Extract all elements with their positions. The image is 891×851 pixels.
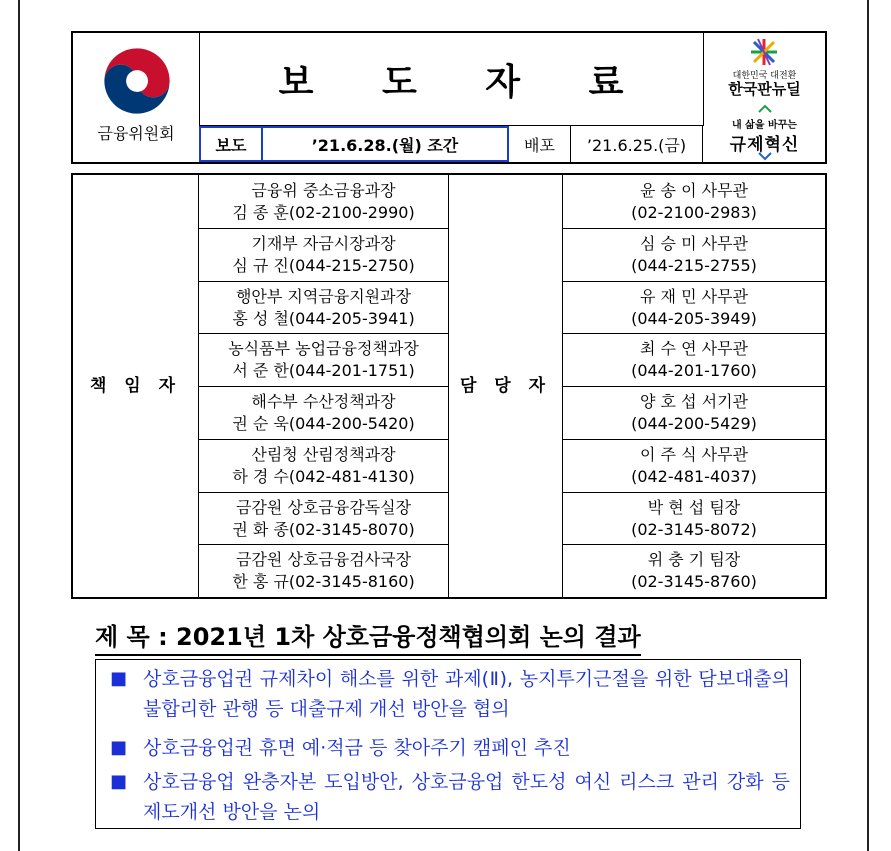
bullet-square-icon: ■ [110, 771, 128, 792]
title-cell [199, 33, 704, 126]
staff-name: 위 충 기 팀장 [647, 549, 741, 569]
summary-box [95, 659, 801, 829]
staff-name: 최 수 연 사무관 [640, 338, 748, 358]
chevron-up-icon [758, 104, 772, 113]
responsible-cell [199, 544, 448, 597]
responsible-title: 금감원 상호금융검사국장 [235, 549, 412, 569]
new-deal-logo-icon [747, 37, 781, 67]
staff-phone: (02-3145-8760) [631, 571, 757, 591]
staff-cell [563, 333, 825, 386]
responsible-title: 해수부 수산정책과장 [251, 391, 396, 411]
staff-phone: (044-201-1760) [631, 360, 757, 380]
subject-line: 제 목 : 2021년 1차 상호금융정책협의회 논의 결과 [95, 617, 641, 652]
staff-cell [563, 439, 825, 492]
responsible-cell [199, 439, 448, 492]
responsible-name: 홍 성 철(044-205-3941) [232, 308, 415, 328]
chevron-down-icon [758, 152, 772, 161]
staff-name: 유 재 민 사무관 [640, 286, 748, 306]
responsible-title: 금감원 상호금융감독실장 [235, 497, 412, 517]
summary-item: ■ 상호금융업권 휴면 예·적금 등 찾아주기 캠페인 추진 [110, 733, 790, 763]
staff-cell [563, 386, 825, 439]
staff-cell [563, 175, 825, 228]
staff-phone: (044-200-5429) [631, 413, 757, 433]
staff-cell [563, 228, 825, 281]
responsible-title: 농식품부 농업금융정책과장 [228, 338, 419, 358]
staff-cell [563, 492, 825, 545]
staff-phone: (02-3145-8072) [631, 519, 757, 539]
responsible-label: 책 임 자 [89, 376, 182, 396]
bullet-square-icon: ■ [110, 668, 128, 689]
subject-underline [95, 654, 641, 656]
taegeuk-emblem-icon [103, 47, 171, 115]
release-label: 보도 [199, 126, 261, 162]
distribution-value: ’21.6.25.(금) [571, 126, 703, 162]
new-deal-logo-text: 한국판뉴딜 [728, 80, 801, 98]
org-name: 금융위원회 [97, 124, 175, 143]
staff-phone: (044-205-3949) [631, 308, 757, 328]
release-value: ’21.6.28.(월) 조간 [261, 126, 509, 162]
new-deal-tagline: 대한민국 대전환 [732, 71, 797, 81]
regulatory-innovation-logo-text: 규제혁신 [729, 135, 800, 155]
responsible-cell [199, 281, 448, 334]
staff-phone: (02-2100-2983) [631, 202, 757, 222]
responsible-title: 행안부 지역금융지원과장 [235, 286, 412, 306]
staff-name: 양 호 섭 서기관 [640, 391, 748, 411]
staff-cell [563, 544, 825, 597]
responsible-title: 산림청 산림정책과장 [251, 444, 396, 464]
staff-name: 심 승 미 사무관 [640, 233, 748, 253]
staff-cell [563, 281, 825, 334]
press-release-header [71, 31, 827, 164]
responsible-cell [199, 228, 448, 281]
staff-name: 이 주 식 사무관 [640, 444, 748, 464]
responsible-name: 심 규 진(044-215-2750) [232, 255, 415, 275]
staff-phone: (042-481-4037) [631, 466, 757, 486]
contact-table [71, 173, 827, 599]
campaign-logos [704, 33, 825, 162]
regulatory-innovation-tagline: 내 삶을 바꾸는 [732, 120, 797, 131]
document-title: 보 도 자 료 [278, 61, 652, 103]
page-border-left [18, 0, 20, 851]
staff-name: 윤 송 이 사무관 [640, 180, 748, 200]
responsible-cell [199, 333, 448, 386]
responsible-name: 권 화 종(02-3145-8070) [232, 519, 415, 539]
responsible-name: 하 경 수(042-481-4130) [232, 466, 415, 486]
summary-item: ■ 상호금융업권 규제차이 해소를 위한 과제(Ⅱ), 농지투기근절을 위한 담보대출의 불합리한 관행 등 대출규제 개선 방안을 협의 [110, 664, 790, 724]
page-border-right [867, 0, 869, 851]
staff-label: 담 당 자 [459, 376, 552, 396]
responsible-name: 한 홍 규(02-3145-8160) [232, 571, 415, 591]
distribution-label: 배포 [509, 126, 571, 162]
responsible-title: 금융위 중소금융과장 [251, 180, 396, 200]
responsible-cell [199, 386, 448, 439]
responsible-cell [199, 175, 448, 228]
staff-name: 박 현 섭 팀장 [647, 497, 741, 517]
responsible-name: 권 순 욱(044-200-5420) [232, 413, 415, 433]
staff-phone: (044-215-2755) [631, 255, 757, 275]
responsible-cell [199, 492, 448, 545]
bullet-square-icon: ■ [110, 737, 128, 758]
responsible-name: 김 종 훈(02-2100-2990) [232, 202, 415, 222]
responsible-title: 기재부 자금시장과장 [251, 233, 396, 253]
responsible-name: 서 준 한(044-201-1751) [232, 360, 415, 380]
summary-item: ■ 상호금융업 완충자본 도입방안, 상호금융업 한도성 여신 리스크 관리 강화 등 제도개선 방안을 논의 [110, 767, 790, 827]
org-logo-cell [73, 33, 200, 162]
